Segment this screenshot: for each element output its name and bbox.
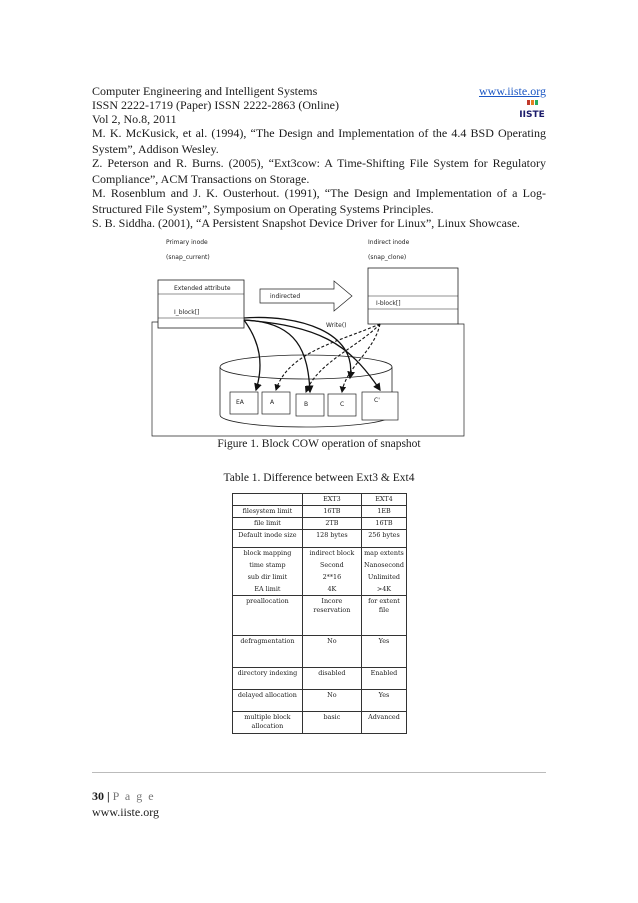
table-cell: 256 bytes <box>361 530 406 548</box>
page-separator: | <box>107 789 110 803</box>
table-row <box>233 596 407 636</box>
table-cell: No <box>302 690 361 712</box>
table-cell: 128 bytes <box>302 530 361 548</box>
i-block-right-label: I-block[] <box>376 300 401 307</box>
block-ea-label: EA <box>236 399 244 406</box>
table-cell: multiple block allocation <box>233 712 303 734</box>
table-cell: No <box>302 636 361 668</box>
table-header-cell: EXT3 <box>302 494 361 506</box>
table-header-cell: EXT4 <box>361 494 406 506</box>
volume-line: Vol 2, No.8, 2011 <box>92 112 177 126</box>
table-row <box>233 636 407 668</box>
table-cell: 4K <box>302 584 361 596</box>
table-cell: Yes <box>361 636 406 668</box>
table-cell: Default inode size <box>233 530 303 548</box>
table-cell: for extent file <box>361 596 406 636</box>
ext3-ext4-table <box>232 493 407 734</box>
table-header-row <box>233 494 407 506</box>
table-cell: map extents <box>361 548 406 560</box>
table-cell: 2**16 <box>302 572 361 584</box>
table-cell: Incore reservation <box>302 596 361 636</box>
table-cell: filesystem limit <box>233 506 303 518</box>
write-label: Write() <box>326 322 347 329</box>
table-cell: 16TB <box>302 506 361 518</box>
page-number <box>92 789 155 804</box>
table-row <box>233 560 407 572</box>
table-cell: basic <box>302 712 361 734</box>
block-a-label: A <box>270 399 275 406</box>
primary-inode-label: Primary inode <box>166 239 208 246</box>
table-cell: Enabled <box>361 668 406 690</box>
block-b <box>296 394 324 416</box>
snap-current-label: (snap_current) <box>166 254 210 261</box>
table-row <box>233 518 407 530</box>
reference-item: M. Rosenblum and J. K. Ousterhout. (1991), “The Design and Implementation of a Log-Structured File System”, Symposium on Operating Systems Principles. <box>92 186 546 216</box>
page-number-value: 30 <box>92 789 104 803</box>
table-row <box>233 572 407 584</box>
table-cell: Advanced <box>361 712 406 734</box>
i-block-left-label: I_block[] <box>174 309 200 316</box>
table-cell: delayed allocation <box>233 690 303 712</box>
iiste-logo-text: IISTE <box>519 110 545 120</box>
table-row <box>233 530 407 548</box>
snap-clone-label: (snap_clone) <box>368 254 407 261</box>
table-cell: indirect block <box>302 548 361 560</box>
iiste-logo <box>519 100 545 120</box>
issn-line: ISSN 2222-1719 (Paper) ISSN 2222-2863 (Online) <box>92 98 339 112</box>
footer-url: www.iiste.org <box>92 805 159 819</box>
table-cell: Yes <box>361 690 406 712</box>
table-cell: block mapping <box>233 548 303 560</box>
indirect-inode-box <box>368 268 458 324</box>
table-row <box>233 506 407 518</box>
table-cell: Nanosecond <box>361 560 406 572</box>
cow-snapshot-diagram <box>148 232 468 444</box>
table-cell: Unlimited <box>361 572 406 584</box>
reference-item: M. K. McKusick, et al. (1994), “The Design and Implementation of the 4.4 BSD Operating System”, Addison Wesley. <box>92 126 546 156</box>
block-ea <box>230 392 258 414</box>
table-cell: disabled <box>302 668 361 690</box>
block-a <box>262 392 290 414</box>
table-cell: directory indexing <box>233 668 303 690</box>
table-row <box>233 548 407 560</box>
footer-divider <box>92 772 546 773</box>
page-word: P a g e <box>112 789 156 803</box>
block-c-label: C <box>340 401 345 408</box>
table-row <box>233 668 407 690</box>
table-row <box>233 584 407 596</box>
block-b-label: B <box>304 401 309 408</box>
indirect-inode-label: Indirect inode <box>368 239 410 246</box>
table-cell: sub dir limit <box>247 572 288 581</box>
table-cell: Second <box>302 560 361 572</box>
table-row <box>233 712 407 734</box>
journal-title: Computer Engineering and Intelligent Systems <box>92 84 318 98</box>
table-cell: 2TB <box>302 518 361 530</box>
extended-attribute-label: Extended attribute <box>174 285 231 292</box>
figure-caption: Figure 1. Block COW operation of snapshot <box>217 438 421 450</box>
block-c-prime <box>362 392 398 420</box>
table-cell: 1EB <box>361 506 406 518</box>
table-cell: defragmentation <box>233 636 303 668</box>
table-row <box>233 690 407 712</box>
table-caption: Table 1. Difference between Ext3 & Ext4 <box>223 472 415 484</box>
table-cell: preallocation <box>233 596 303 636</box>
table-cell: file limit <box>233 518 303 530</box>
block-c-prime-label: C' <box>374 397 380 404</box>
reference-item: S. B. Siddha. (2001), “A Persistent Snapshot Device Driver for Linux”, Linux Showcase. <box>92 216 520 230</box>
header-url-link[interactable]: www.iiste.org <box>479 84 546 98</box>
table-cell: time stamp <box>249 560 286 569</box>
table-cell: >4K <box>361 584 406 596</box>
indirected-label: indirected <box>270 293 301 300</box>
reference-item: Z. Peterson and R. Burns. (2005), “Ext3cow: A Time-Shifting File System for Regulatory Compliance”, ACM Transactions on Storage. <box>92 156 546 186</box>
table-cell: EA limit <box>254 584 281 593</box>
table-header-cell <box>233 494 303 506</box>
table-cell: 16TB <box>361 518 406 530</box>
